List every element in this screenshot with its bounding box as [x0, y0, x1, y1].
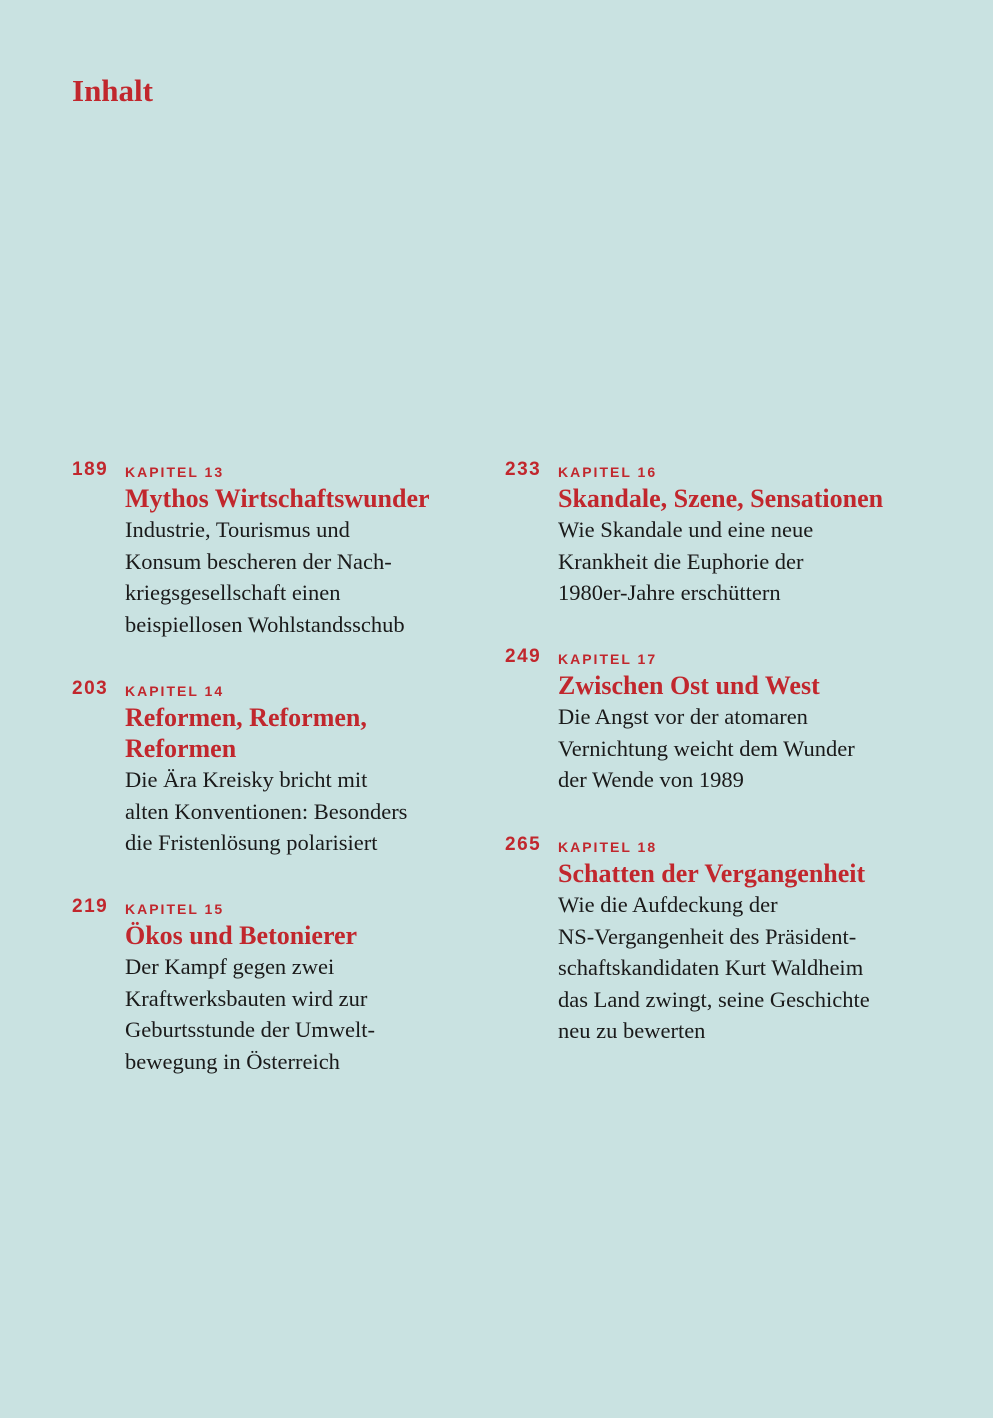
chapter-title: Zwischen Ost und West	[558, 671, 820, 700]
chapter-description: Industrie, Tourismus und Konsum bescheren der Nach- kriegsgesellschaft einen beispiellosen Wohlstandsschub	[125, 517, 405, 637]
page-number: 233	[505, 459, 542, 480]
chapter-title: Ökos und Betonierer	[125, 921, 358, 950]
chapter-description: Die Ära Kreisky bricht mit alten Konventionen: Besonders die Fristenlösung polarisiert	[125, 767, 408, 855]
chapter-title: Reformen, Reformen, Reformen	[125, 703, 367, 763]
page-number: 219	[72, 896, 109, 917]
page-title: Inhalt	[72, 73, 153, 108]
chapter-title: Mythos Wirtschaftswunder	[125, 484, 430, 513]
page-number: 189	[72, 459, 109, 480]
page-number: 249	[505, 646, 542, 667]
chapter-description: Wie die Aufdeckung der NS-Vergangenheit des Präsident- schaftskandidaten Kurt Waldheim das Land zwingt, seine Geschichte neu zu bewerten	[558, 892, 870, 1043]
chapter-label: KAPITEL 14	[125, 683, 225, 699]
chapter-label: KAPITEL 17	[558, 651, 658, 667]
chapter-label: KAPITEL 13	[125, 464, 225, 480]
page-number: 265	[505, 834, 542, 855]
chapter-label: KAPITEL 16	[558, 464, 658, 480]
page-number: 203	[72, 678, 109, 699]
chapter-label: KAPITEL 18	[558, 839, 658, 855]
chapter-label: KAPITEL 15	[125, 901, 225, 917]
chapter-description: Wie Skandale und eine neue Krankheit die Euphorie der 1980er-Jahre erschüttern	[558, 517, 814, 605]
chapter-title: Skandale, Szene, Sensationen	[558, 484, 884, 513]
chapter-description: Die Angst vor der atomaren Vernichtung weicht dem Wunder der Wende von 1989	[558, 704, 855, 792]
chapter-description: Der Kampf gegen zwei Kraftwerksbauten wird zur Geburtsstunde der Umwelt- bewegung in Österreich	[125, 954, 375, 1074]
chapter-title: Schatten der Vergangenheit	[558, 859, 866, 888]
